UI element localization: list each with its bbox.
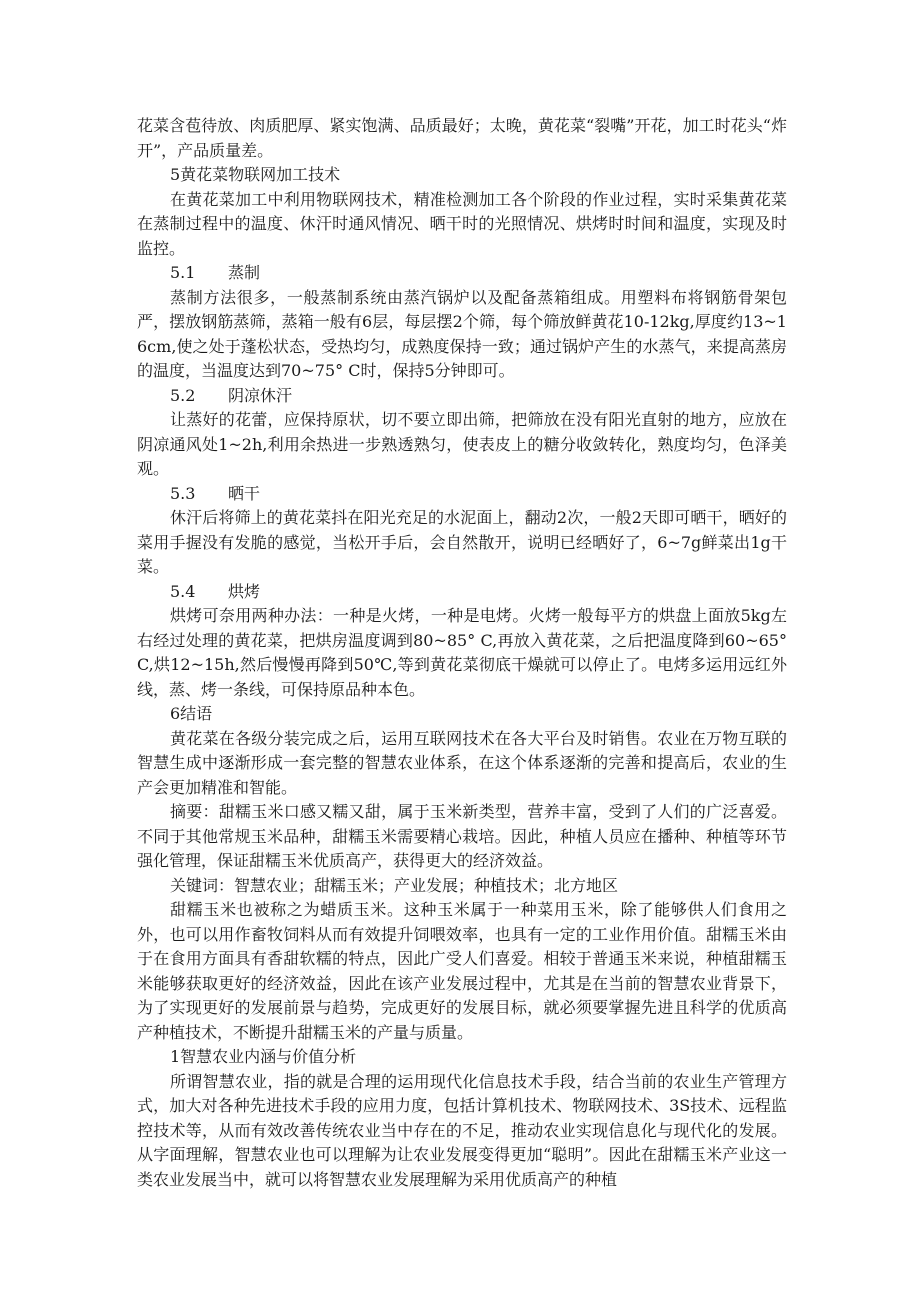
abstract: 摘要：甜糯玉米口感又糯又甜，属于玉米新类型，营养丰富，受到了人们的广泛喜爱。不同于其他常规玉米品种，甜糯玉米需要精心栽培。因此，种植人员应在播种、种植等环节强化管理，保证甜糯玉米优质高产，获得更大的经济效益。 [137, 802, 787, 870]
document-page [137, 114, 787, 1192]
subsection-number: 5.3 [170, 483, 196, 503]
section-heading: 1智慧农业内涵与价值分析 [170, 1047, 357, 1066]
paragraph: 烘烤可奈用两种办法：一种是火烤，一种是电烤。火烤一般每平方的烘盘上面放5kg左右经过处理的黄花菜，把烘房温度调到80~85° C,再放入黄花菜，之后把温度降到60~65° C,烘12~15h,然后慢慢再降到50℃,等到黄花菜彻底干燥就可以停止了。电烤多运用远红外线，蒸、烤一条线，可保持原品种本色。 [137, 606, 787, 699]
section-heading: 5黄花菜物联网加工技术 [170, 165, 341, 184]
subsection-title: 晒干 [228, 483, 261, 503]
subsection-title: 蒸制 [228, 263, 261, 282]
subsection-heading [137, 580, 787, 605]
subsection-title: 烘烤 [228, 581, 261, 601]
paragraph: 所谓智慧农业，指的就是合理的运用现代化信息技术手段，结合当前的农业生产管理方式，加大对各种先进技术手段的应用力度，包括计算机技术、物联网技术、3S技术、远程监控技术等，从而有效改善传统农业当中存在的不足，推动农业实现信息化与现代化的发展。从字面理解，智慧农业也可以理解为让农业发展变得更加“聪明”。因此在甜糯玉米产业这一类农业发展当中，就可以将智慧农业发展理解为采用优质高产的种植 [137, 1071, 787, 1189]
subsection-number: 5.2 [170, 385, 196, 405]
paragraph: 让蒸好的花蕾，应保持原状，切不要立即出筛，把筛放在没有阳光直射的地方，应放在阴凉通风处1~2h,利用余热进一步熟透熟匀，使表皮上的糖分收敛转化，熟度均匀，色泽美观。 [137, 410, 787, 478]
subsection-heading [137, 482, 787, 507]
subsection-number: 5.4 [170, 581, 196, 601]
subsection-heading [137, 261, 787, 286]
paragraph: 黄花菜在各级分装完成之后，运用互联网技术在各大平台及时销售。农业在万物互联的智慧生成中逐渐形成一套完整的智慧农业体系，在这个体系逐渐的完善和提高后，农业的生产会更加精准和智能。 [137, 728, 787, 797]
paragraph: 蒸制方法很多，一般蒸制系统由蒸汽锅炉以及配备蒸箱组成。用塑料布将钢筋骨架包严，摆放钢筋蒸筛，蒸箱一般有6层，每层摆2个筛，每个筛放鲜黄花10-12kg,厚度约13~16cm,使之处于蓬松状态，受热均匀，成熟度保持一致；通过锅炉产生的水蒸气，来提高蒸房的温度，当温度达到70~75° C时，保持5分钟即可。 [137, 287, 787, 380]
paragraph: 休汗后将筛上的黄花菜抖在阳光充足的水泥面上，翻动2次，一般2天即可晒干，晒好的菜用手握没有发脆的感觉，当松开手后，会自然散开，说明已经晒好了，6~7g鲜菜出1g干菜。 [137, 508, 787, 576]
section-heading: 6结语 [170, 704, 213, 723]
subsection-title: 阴凉休汗 [228, 385, 293, 405]
keywords: 关键词：智慧农业；甜糯玉米；产业发展；种植技术；北方地区 [170, 875, 619, 895]
paragraph: 甜糯玉米也被称之为蜡质玉米。这种玉米属于一种菜用玉米，除了能够供人们食用之外，也可以用作畜牧饲料从而有效提升饲喂效率，也具有一定的工业作用价值。甜糯玉米由于在食用方面具有香甜软糯的特点，因此广受人们喜爱。相较于普通玉米来说，种植甜糯玉米能够获取更好的经济效益，因此在该产业发展过程中，尤其是在当前的智慧农业背景下，为了实现更好的发展前景与趋势，完成更好的发展目标，就必须要掌握先进且科学的优质高产种植技术，不断提升甜糯玉米的产量与质量。 [137, 900, 787, 1042]
subsection-heading [137, 384, 787, 409]
paragraph: 在黄花菜加工中利用物联网技术，精准检测加工各个阶段的作业过程，实时采集黄花菜在蒸制过程中的温度、休汗时通风情况、晒干时的光照情况、烘烤时时间和温度，实现及时监控。 [137, 189, 787, 258]
paragraph: 花菜含苞待放、肉质肥厚、紧实饱满、品质最好；太晚，黄花菜“裂嘴”开花，加工时花头“炸开”，产品质量差。 [137, 116, 787, 160]
subsection-number: 5.1 [170, 263, 196, 282]
